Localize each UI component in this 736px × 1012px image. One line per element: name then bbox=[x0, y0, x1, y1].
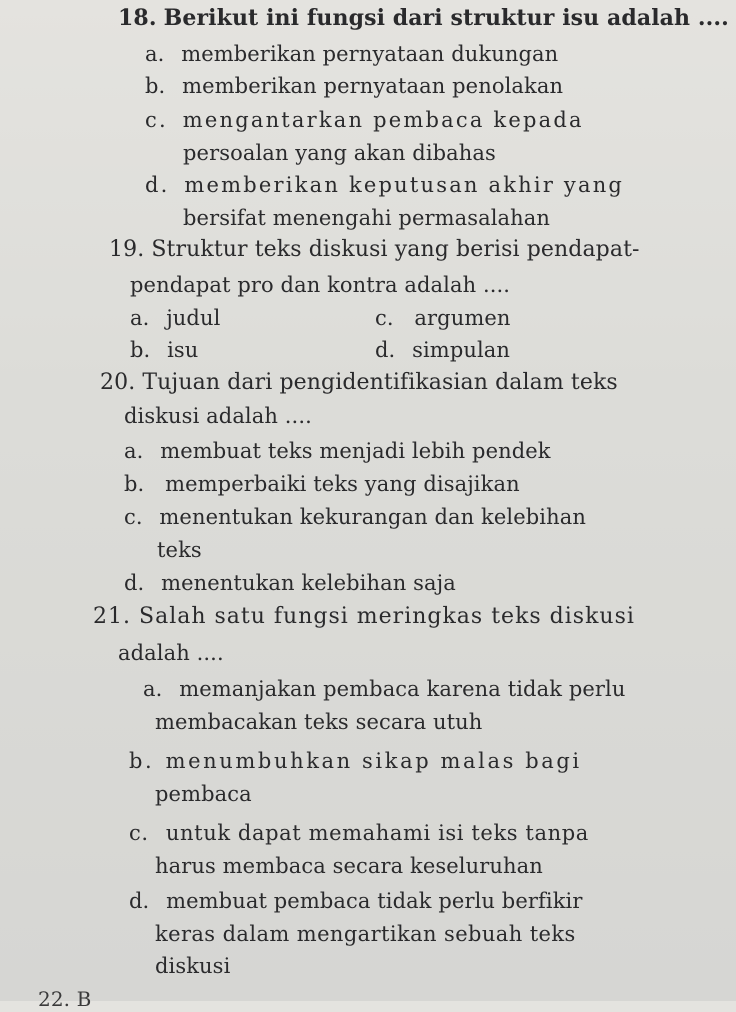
question-21-stem bbox=[93, 604, 635, 630]
option-text: judul bbox=[166, 306, 221, 330]
option-letter: b. bbox=[124, 472, 145, 496]
q21-option-d bbox=[129, 888, 583, 914]
option-letter: d. bbox=[375, 338, 396, 362]
question-number: 19. bbox=[109, 237, 145, 262]
option-text: memberikan pernyataan penolakan bbox=[182, 74, 564, 98]
option-text: menumbuhkan sikap malas bagi bbox=[165, 749, 582, 773]
q21-option-b bbox=[129, 748, 582, 774]
question-18-stem bbox=[118, 5, 729, 32]
q20-option-c bbox=[124, 504, 586, 530]
option-text: memperbaiki teks yang disajikan bbox=[165, 472, 520, 496]
question-19-stem bbox=[109, 237, 640, 263]
q19-option-b bbox=[130, 337, 198, 363]
option-text: memberikan keputusan akhir yang bbox=[184, 173, 625, 197]
option-letter: d. bbox=[145, 173, 170, 197]
q21-option-a-cont: membacakan teks secara utuh bbox=[155, 710, 483, 734]
option-letter: b. bbox=[130, 338, 151, 362]
option-letter: c. bbox=[124, 505, 143, 529]
q18-option-a bbox=[145, 41, 558, 67]
option-text: memanjakan pembaca karena tidak perlu bbox=[179, 677, 626, 701]
q20-option-a bbox=[124, 438, 551, 464]
option-text: membuat teks menjadi lebih pendek bbox=[160, 439, 551, 463]
option-text: argumen bbox=[414, 306, 511, 330]
q20-option-c-cont: teks bbox=[157, 538, 202, 562]
q21-option-c bbox=[129, 820, 589, 846]
option-letter: a. bbox=[124, 439, 144, 463]
option-letter: d. bbox=[129, 889, 150, 913]
question-text: Tujuan dari pengidentifikasian dalam teks bbox=[142, 370, 618, 395]
q19-stem-cont: pendapat pro dan kontra adalah .... bbox=[130, 273, 511, 297]
q20-option-d bbox=[124, 570, 456, 596]
option-text: untuk dapat memahami isi teks tanpa bbox=[165, 821, 589, 845]
option-letter: a. bbox=[145, 42, 165, 66]
option-text: menentukan kelebihan saja bbox=[161, 571, 456, 595]
q21-option-d-cont2: diskusi bbox=[155, 954, 231, 978]
q18-option-d bbox=[145, 172, 624, 198]
question-text: Salah satu fungsi meringkas teks diskusi bbox=[139, 604, 635, 629]
q21-option-a bbox=[143, 676, 625, 702]
option-letter: d. bbox=[124, 571, 145, 595]
question-20-stem bbox=[100, 370, 618, 396]
q21-stem-cont: adalah .... bbox=[118, 641, 224, 665]
option-text: memberikan pernyataan dukungan bbox=[181, 42, 559, 66]
option-letter: c. bbox=[145, 108, 168, 132]
option-text: menentukan kekurangan dan kelebihan bbox=[159, 505, 586, 529]
question-number: 20. bbox=[100, 370, 136, 395]
option-text: isu bbox=[167, 338, 199, 362]
q20-option-b bbox=[124, 471, 520, 497]
q18-option-c bbox=[145, 107, 584, 133]
question-text: Struktur teks diskusi yang berisi pendapat- bbox=[151, 237, 640, 262]
q18-option-c-cont: persoalan yang akan dibahas bbox=[183, 141, 496, 165]
option-text: simpulan bbox=[412, 338, 511, 362]
q19-option-a bbox=[130, 305, 220, 331]
option-letter: a. bbox=[143, 677, 163, 701]
question-text: Berikut ini fungsi dari struktur isu adalah .... bbox=[163, 5, 729, 31]
option-text: membuat pembaca tidak perlu berfikir bbox=[166, 889, 583, 913]
question-number: 21. bbox=[93, 604, 131, 629]
option-letter: b. bbox=[129, 749, 155, 773]
option-letter: a. bbox=[130, 306, 150, 330]
next-question-cutoff: 22. B bbox=[38, 987, 92, 1011]
q21-option-c-cont: harus membaca secara keseluruhan bbox=[155, 854, 543, 878]
question-number: 18. bbox=[118, 5, 157, 31]
q21-option-b-cont: pembaca bbox=[155, 782, 252, 806]
q19-option-d bbox=[375, 337, 510, 363]
option-text: mengantarkan pembaca kepada bbox=[182, 108, 584, 132]
option-letter: c. bbox=[375, 306, 394, 330]
q21-option-d-cont: keras dalam mengartikan sebuah teks bbox=[155, 922, 576, 946]
option-letter: b. bbox=[145, 74, 166, 98]
q20-stem-cont: diskusi adalah .... bbox=[124, 404, 312, 428]
q18-option-b bbox=[145, 73, 563, 99]
q18-option-d-cont: bersifat menengahi permasalahan bbox=[183, 206, 551, 230]
q19-option-c bbox=[375, 305, 511, 331]
option-letter: c. bbox=[129, 821, 149, 845]
